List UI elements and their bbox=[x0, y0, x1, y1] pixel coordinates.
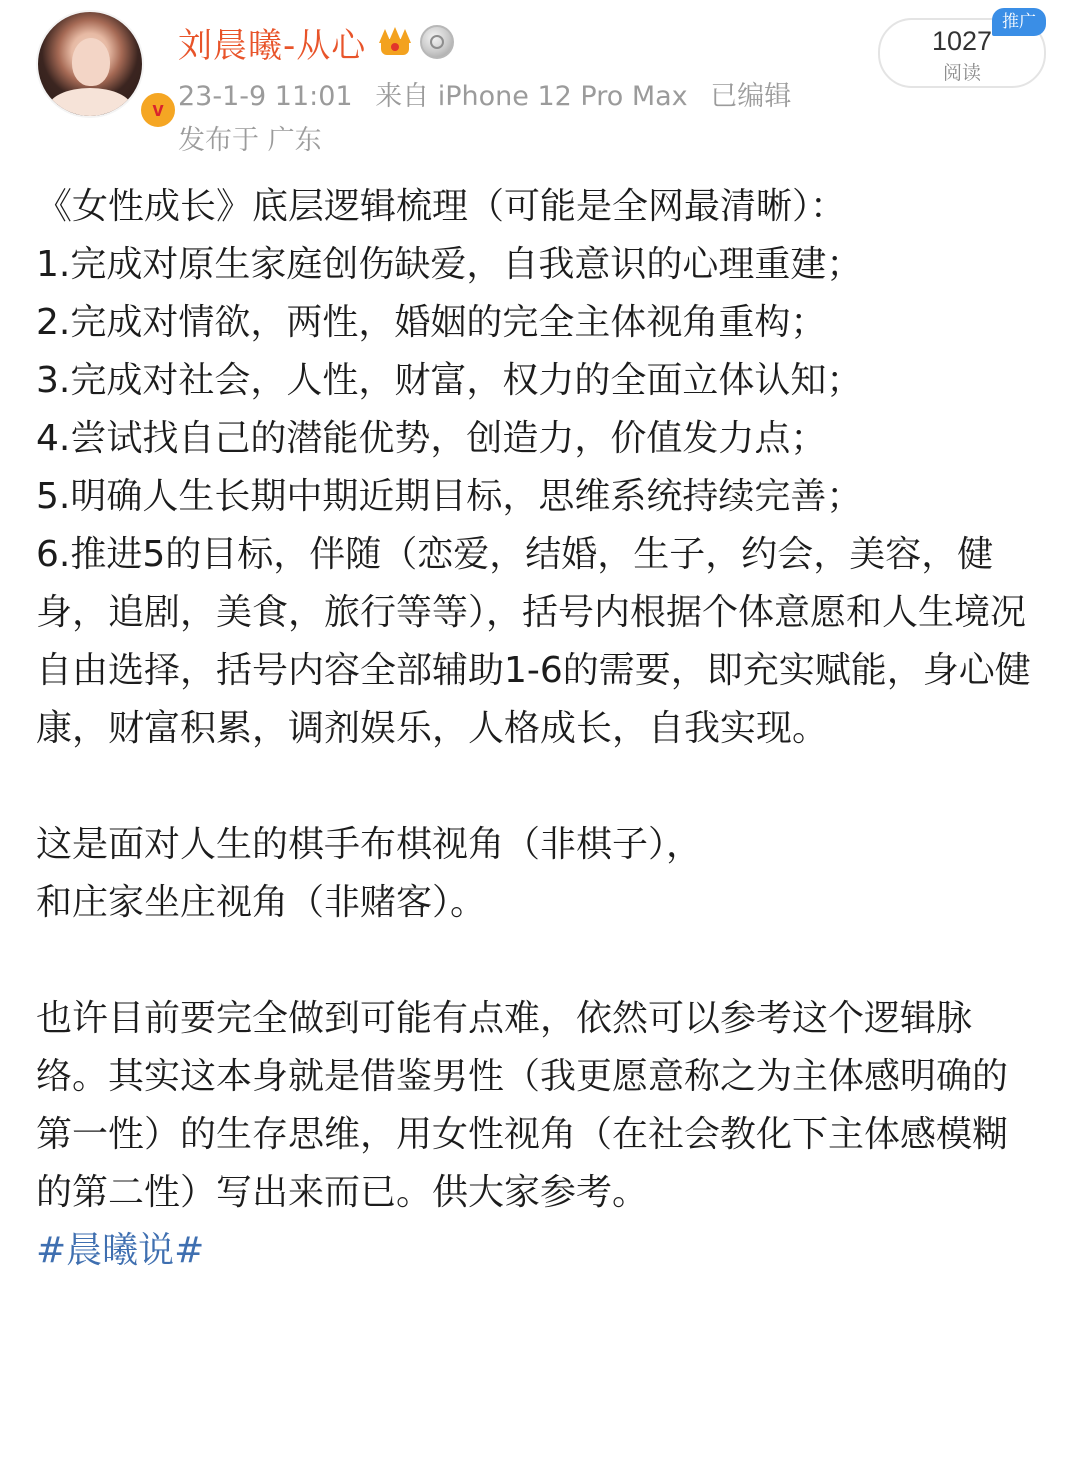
list-item: 1.完成对原生家庭创伤缺爱，自我意识的心理重建； bbox=[36, 244, 863, 285]
edited-label[interactable]: 已编辑 bbox=[710, 81, 792, 112]
medal-icon[interactable] bbox=[420, 25, 454, 59]
avatar[interactable] bbox=[36, 10, 164, 121]
crown-icon[interactable] bbox=[378, 27, 412, 57]
post-source: 来自 iPhone 12 Pro Max bbox=[375, 81, 688, 112]
hashtag-link[interactable]: #晨曦说# bbox=[36, 1230, 205, 1271]
verified-badge-icon: v bbox=[138, 90, 178, 130]
post-body bbox=[36, 178, 1032, 1280]
post-header bbox=[0, 0, 1080, 170]
read-count: 1027 bbox=[931, 26, 993, 56]
paragraph: 也许目前要完全做到可能有点难，依然可以参考这个逻辑脉络。其实这本身就是借鉴男性（我更愿意称之为主体感明确的第一性）的生存思维，用女性视角（在社会教化下主体感模糊的第二性）写出来而已。供大家参考。 bbox=[36, 998, 1009, 1213]
paragraph-gap bbox=[36, 932, 1032, 990]
post-title: 《女性成长》底层逻辑梳理（可能是全网最清晰）： bbox=[36, 186, 847, 227]
post-location: 发布于 广东 bbox=[178, 125, 322, 156]
user-line bbox=[178, 18, 454, 66]
read-label: 阅读 bbox=[942, 62, 981, 84]
paragraph-line: 这是面对人生的棋手布棋视角（非棋子）， bbox=[36, 824, 703, 865]
paragraph-line: 和庄家坐庄视角（非赌客）。 bbox=[36, 882, 487, 923]
list-item: 2.完成对情欲，两性，婚姻的完全主体视角重构； bbox=[36, 302, 827, 343]
avatar-image[interactable] bbox=[36, 10, 144, 118]
list-item: 3.完成对社会，人性，财富，权力的全面立体认知； bbox=[36, 360, 863, 401]
post-timestamp: 23-1-9 11:01 bbox=[178, 81, 353, 112]
post-meta bbox=[178, 74, 805, 113]
username-link[interactable]: 刘晨曦-从心 bbox=[178, 25, 367, 66]
list-item: 5.明确人生长期中期近期目标，思维系统持续完善； bbox=[36, 476, 863, 517]
promo-badge[interactable]: 推广 bbox=[992, 8, 1046, 36]
list-item: 4.尝试找自己的潜能优势，创造力，价值发力点； bbox=[36, 418, 827, 459]
list-item: 6.推进5的目标，伴随（恋爱，结婚，生子，约会，美容，健身，追剧，美食，旅行等等），括号内根据个体意愿和人生境况自由选择，括号内容全部辅助1-6的需要，即充实赋能，身心健康，财富积累，调剂娱乐，人格成长，自我实现。 bbox=[36, 534, 1031, 749]
paragraph-gap bbox=[36, 758, 1032, 816]
